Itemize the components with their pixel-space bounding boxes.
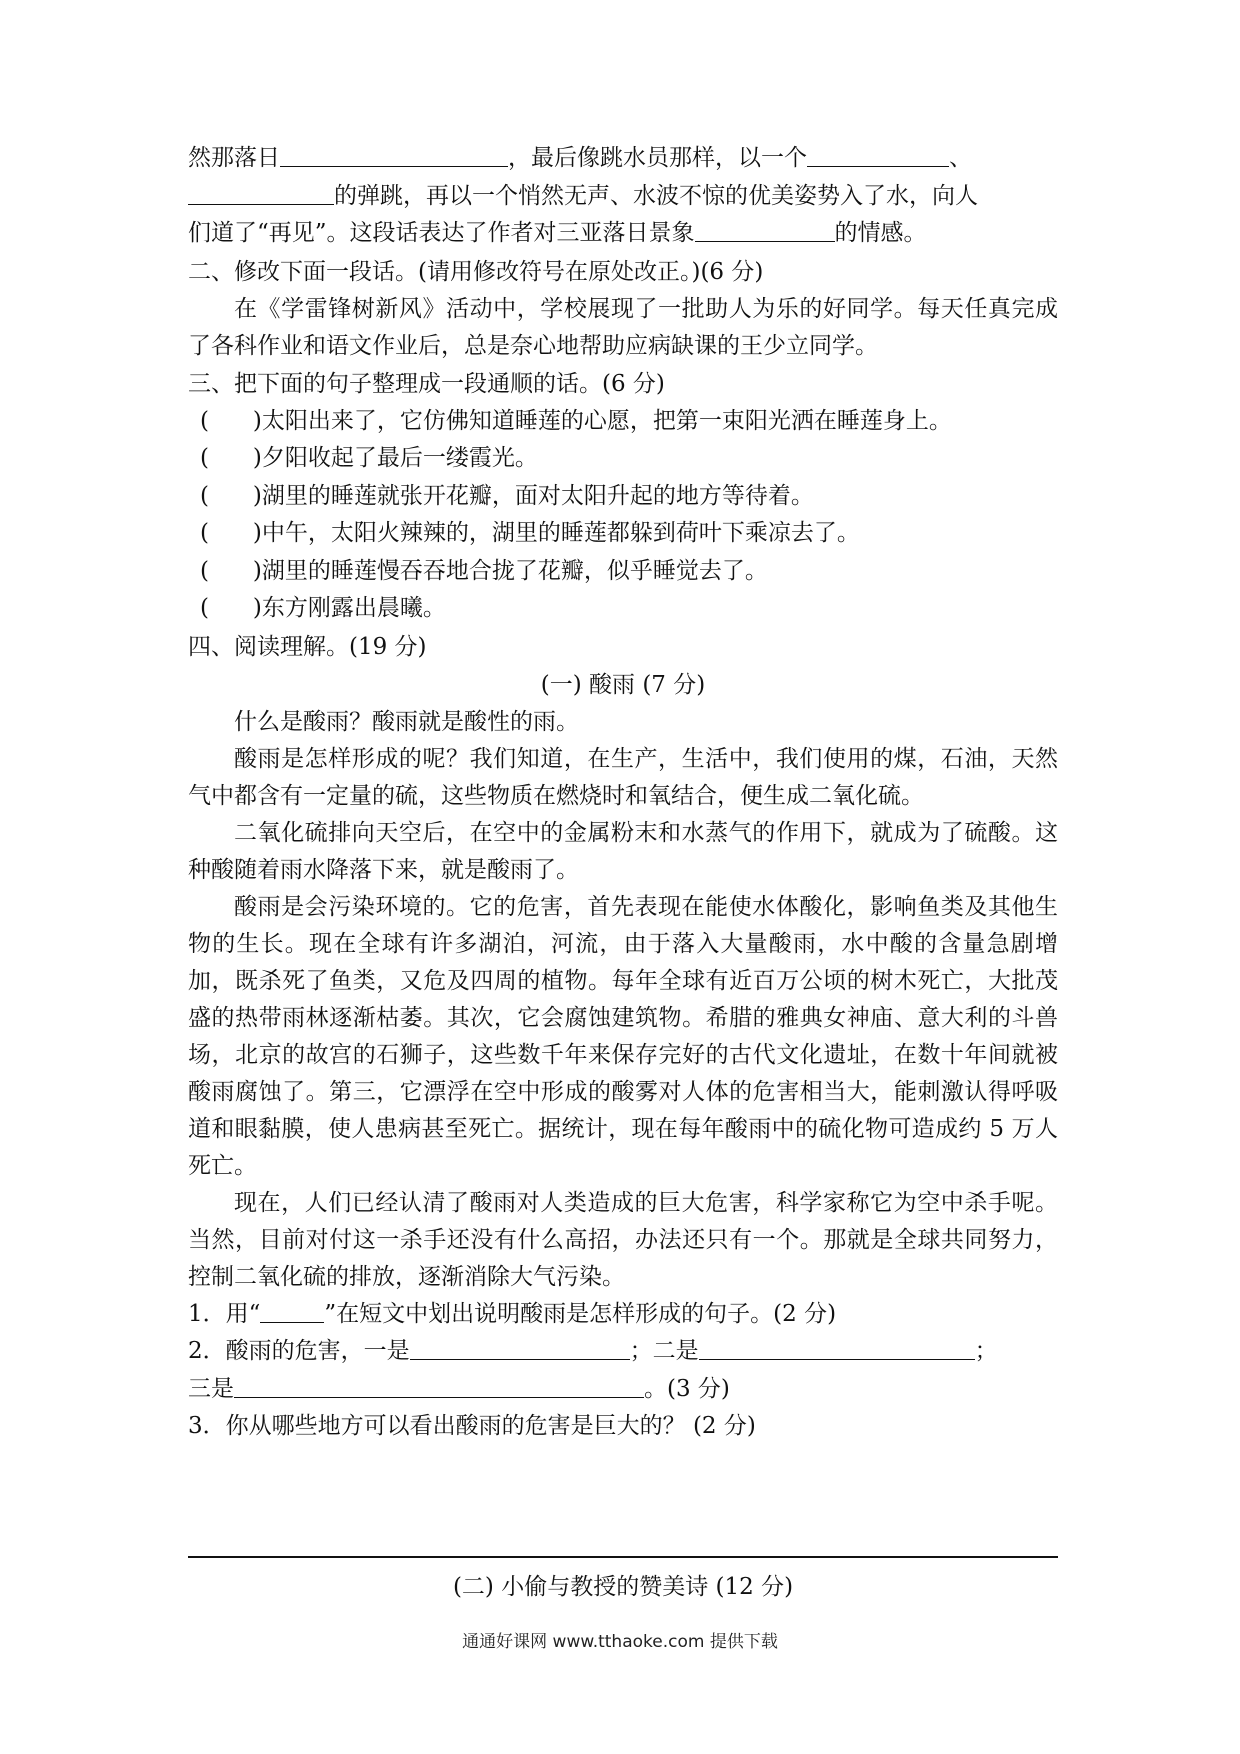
order-blank[interactable]: ( ) <box>200 407 262 434</box>
order-blank[interactable]: ( ) <box>200 520 262 546</box>
ordering-text: 湖里的睡莲慢吞吞地合拢了花瓣，似乎睡觉去了。 <box>261 557 768 584</box>
question-3: 3．你从哪些地方可以看出酸雨的危害是巨大的？ (2 分) <box>188 1413 756 1439</box>
ordering-item <box>188 440 1058 478</box>
text: 的弹跳，再以一个悄然无声、水波不惊的优美姿势入了水，向人 <box>334 182 978 209</box>
text: 的情感。 <box>834 220 927 246</box>
ordering-item <box>188 553 1058 591</box>
text: 然那落日 <box>188 145 280 171</box>
question-2 <box>188 1333 1058 1371</box>
text: 2．酸雨的危害，一是 <box>188 1338 410 1364</box>
fill-line-3 <box>188 215 1058 253</box>
ordering-item <box>188 478 1058 516</box>
text: 三是 <box>188 1375 234 1402</box>
text: ”在短文中划出说明酸雨是怎样形成的句子。(2 分) <box>324 1300 837 1327</box>
ordering-item <box>188 590 1058 628</box>
answer-blank[interactable] <box>280 144 508 167</box>
section-4-title: 四、阅读理解。(19 分) <box>188 633 427 660</box>
text: ； <box>974 1338 998 1364</box>
answer-blank[interactable] <box>410 1337 630 1360</box>
order-blank[interactable]: ( ) <box>200 482 262 509</box>
text: 们道了“再见”。这段话表达了作者对三亚落日景象 <box>188 220 695 246</box>
page-content <box>188 140 1058 1446</box>
order-blank[interactable]: ( ) <box>200 557 262 584</box>
ordering-text: 东方刚露出晨曦。 <box>261 595 446 621</box>
fill-line-2 <box>188 178 1058 216</box>
ordering-text: 夕阳收起了最后一缕霞光。 <box>261 445 538 471</box>
passage-paragraph: 酸雨是会污染环境的。它的危害，首先表现在能使水体酸化，影响鱼类及其他生物的生长。现在全球有许多湖泊，河流，由于落入大量酸雨，水中酸的含量急剧增加，既杀死了鱼类，又危及四周的植物。每年全球有近百万公顷的树木死亡，大批茂盛的热带雨林逐渐枯萎。其次，它会腐蚀建筑物。希腊的雅典女神庙、意大利的斗兽场，北京的故宫的石狮子，这些数千年来保存完好的古代文化遗址，在数十年间就被酸雨腐蚀了。第三，它漂浮在空中形成的酸雾对人体的危害相当大，能刺激认得呼吸道和眼黏膜，使人患病甚至死亡。据统计，现在每年酸雨中的硫化物可造成约 5 万人死亡。 <box>188 893 1058 1179</box>
answer-blank[interactable] <box>807 144 949 167</box>
passage-paragraph: 酸雨是怎样形成的呢？我们知道，在生产，生活中，我们使用的煤，石油，天然气中都含有一定量的硫，这些物质在燃烧时和氧结合，便生成二氧化硫。 <box>188 745 1058 809</box>
underline-sample <box>260 1300 324 1323</box>
text: ；二是 <box>629 1338 699 1364</box>
text: 、 <box>949 145 972 171</box>
question-2-cont <box>188 1371 1058 1409</box>
text: 。(3 分) <box>644 1375 730 1402</box>
passage-2-title: (二) 小偷与教授的赞美诗 (12 分) <box>452 1574 794 1600</box>
section-2-title: 二、修改下面一段话。(请用修改符号在原处改正。)(6 分) <box>188 258 764 285</box>
section-3-title: 三、把下面的句子整理成一段通顺的话。(6 分) <box>188 370 665 397</box>
fill-line-1 <box>188 140 1058 178</box>
text: 1．用“ <box>188 1300 261 1327</box>
answer-blank[interactable] <box>234 1375 644 1398</box>
section-2-paragraph: 在《学雷锋树新风》活动中，学校展现了一批助人为乐的好同学。每天任真完成了各科作业和语文作业后，总是奈心地帮助应病缺课的王少立同学。 <box>188 295 1058 359</box>
ordering-item <box>188 403 1058 441</box>
passage-paragraph: 什么是酸雨？酸雨就是酸性的雨。 <box>234 708 579 735</box>
ordering-text: 中午，太阳火辣辣的，湖里的睡莲都躲到荷叶下乘凉去了。 <box>261 520 860 546</box>
ordering-item <box>188 515 1058 553</box>
answer-blank[interactable] <box>699 1337 975 1360</box>
ordering-text: 太阳出来了，它仿佛知道睡莲的心愿，把第一束阳光洒在睡莲身上。 <box>261 407 952 434</box>
ordering-text: 湖里的睡莲就张开花瓣，面对太阳升起的地方等待着。 <box>261 482 814 509</box>
answer-blank[interactable] <box>695 219 835 242</box>
passage-paragraph: 二氧化硫排向天空后，在空中的金属粉末和水蒸气的作用下，就成为了硫酸。这种酸随着雨水降落下来，就是酸雨了。 <box>188 819 1058 883</box>
order-blank[interactable]: ( ) <box>200 445 262 471</box>
divider <box>188 1556 1058 1558</box>
answer-blank[interactable] <box>188 182 334 205</box>
passage-1-title: (一) 酸雨 (7 分) <box>540 671 706 698</box>
order-blank[interactable]: ( ) <box>200 595 262 621</box>
question-1 <box>188 1296 1058 1334</box>
passage-paragraph: 现在，人们已经认清了酸雨对人类造成的巨大危害，科学家称它为空中杀手呢。当然，目前对付这一杀手还没有什么高招，办法还只有一个。那就是全球共同努力，控制二氧化硫的排放，逐渐消除大气污染。 <box>188 1189 1058 1290</box>
page-footer: 通通好课网 www.tthaoke.com 提供下载 <box>462 1632 778 1652</box>
text: ，最后像跳水员那样，以一个 <box>508 145 807 171</box>
